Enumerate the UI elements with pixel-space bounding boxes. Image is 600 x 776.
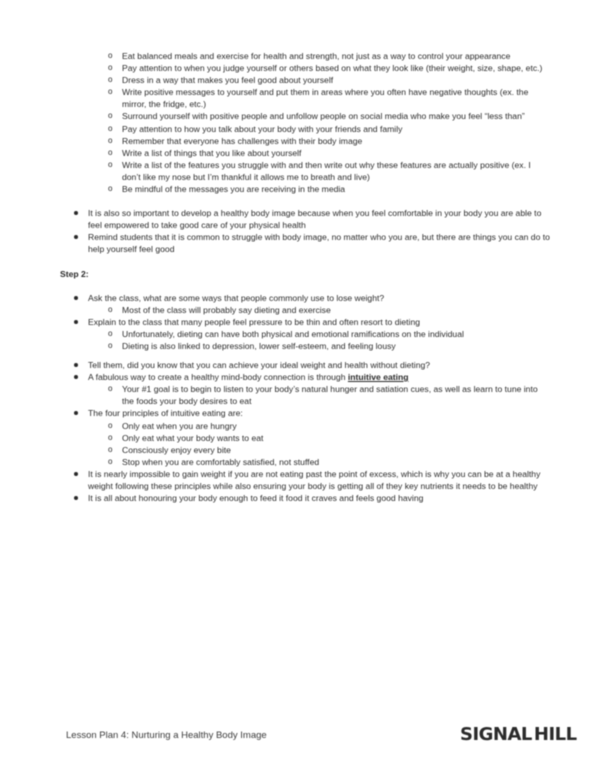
list-item-text: Ask the class, what are some ways that people commonly use to lose weight? (88, 292, 385, 303)
step-heading: Step 2: (60, 268, 89, 279)
document-body (60, 50, 550, 504)
body-image-bullets (60, 207, 550, 255)
footer-lesson-title: Lesson Plan 4: Nurturing a Healthy Body Image (66, 730, 267, 741)
logo-text-signal: SIGNAL (460, 724, 532, 745)
sub-list-item: o Stop when you are comfortably satisfied, not stuffed (88, 456, 550, 468)
list-item (60, 292, 550, 316)
step2-list (60, 292, 550, 352)
list-item (60, 316, 550, 352)
sub-list-item: o Consciously enjoy every bite (88, 444, 550, 456)
signal-hill-logo (460, 719, 577, 745)
list-item: Tell them, did you know that you can achieve your ideal weight and health without dieting? (60, 359, 550, 371)
list-item: o Pay attention to how you talk about your body with your friends and family (60, 123, 550, 135)
list-item-text: Explain to the class that many people feel pressure to be thin and often resort to dieting (88, 316, 421, 327)
list-item (60, 407, 550, 467)
list-item-text: The four principles of intuitive eating are: (88, 408, 243, 419)
list-item: o Write a list of the features you struggle with and then write out why these features are actually positive (ex. I don’t like my nose but I’m thankful it allows me to breath and live) (60, 159, 550, 183)
list-item (60, 371, 550, 407)
list-item: o Eat balanced meals and exercise for health and strength, not just as a way to control your appearance (60, 50, 550, 62)
list-item: o Pay attention to when you judge yourself or others based on what they look like (their weight, size, shape, etc.) (60, 62, 550, 74)
sub-list-item: o Most of the class will probably say dieting and exercise (88, 304, 550, 316)
list-item: o Write a list of things that you like about yourself (60, 147, 550, 159)
step2-list-continued (60, 359, 550, 504)
sub-list-item: o Only eat when you are hungry (88, 420, 550, 432)
list-item: It is nearly impossible to gain weight if you are not eating past the point of excess, which is why you can be at a healthy weight following these principles while also ensuring your body is getting all of they key nutrients it needs to be healthy (60, 468, 550, 492)
sub-list-item: o Only eat what your body wants to eat (88, 432, 550, 444)
sub-list-item: o Unfortunately, dieting can have both physical and emotional ramifications on the individual (88, 328, 550, 340)
list-item: It is all about honouring your body enough to feed it food it craves and feels good having (60, 492, 550, 504)
sub-list-item: o Dieting is also linked to depression, lower self-esteem, and feeling lousy (88, 340, 550, 352)
list-item: o Be mindful of the messages you are receiving in the media (60, 183, 550, 195)
list-item-text: A fabulous way to create a healthy mind-body connection is through (88, 372, 348, 383)
list-item: o Write positive messages to yourself and put them in areas where you often have negative thoughts (ex. the mirror, the fridge, etc.) (60, 86, 550, 110)
intuitive-eating-term: intuitive eating (347, 372, 409, 383)
list-item: o Dress in a way that makes you feel good about yourself (60, 74, 550, 86)
logo-text-hill: HILL (533, 724, 577, 745)
list-item: It is also so important to develop a healthy body image because when you feel comfortable in your body you are able to feel empowered to take good care of your physical health (60, 207, 550, 231)
sub-list-item: o Your #1 goal is to begin to listen to your body’s natural hunger and satiation cues, as well as learn to tune into the foods your body desires to eat (88, 383, 550, 407)
list-item: o Surround yourself with positive people and unfollow people on social media who make you feel “less than” (60, 110, 550, 122)
list-item: o Remember that everyone has challenges with their body image (60, 135, 550, 147)
tips-list (60, 50, 550, 195)
list-item: Remind students that it is common to struggle with body image, no matter who you are, but there are things you can do to help yourself feel good (60, 231, 550, 255)
